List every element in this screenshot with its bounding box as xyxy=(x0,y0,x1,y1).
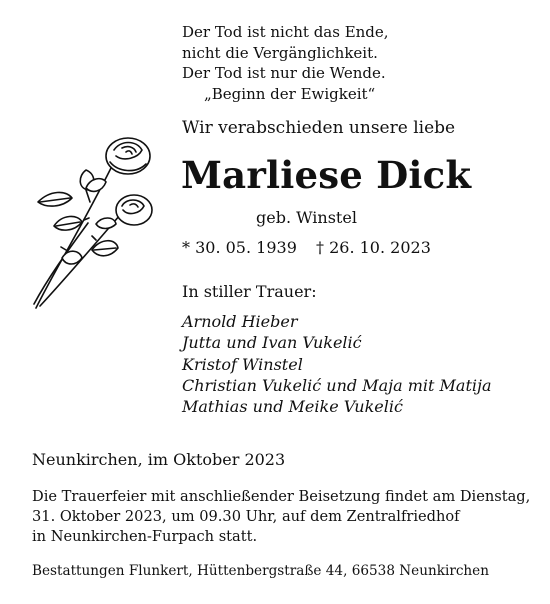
mourning-heading: In stiller Trauer: xyxy=(182,282,317,301)
poem-line: Der Tod ist nicht das Ende, xyxy=(182,23,389,41)
rose-illustration-icon xyxy=(26,128,166,314)
intro-text: Wir verabschieden unsere liebe xyxy=(182,118,456,138)
birth-date: * 30. 05. 1939 xyxy=(182,238,297,257)
mourners-list xyxy=(182,311,492,417)
ceremony-line: 31. Oktober 2023, um 09.30 Uhr, auf dem Zentralfriedhof xyxy=(32,508,460,525)
maiden-name: geb. Winstel xyxy=(256,208,357,227)
poem-line: „Beginn der Ewigkeit“ xyxy=(204,84,376,103)
mourner: Arnold Hieber xyxy=(182,312,298,331)
place-date: Neunkirchen, im Oktober 2023 xyxy=(32,450,286,469)
death-date: † 26. 10. 2023 xyxy=(316,238,431,257)
mourner: Mathias und Meike Vukelić xyxy=(182,397,403,417)
ceremony-line: in Neunkirchen-Furpach statt. xyxy=(32,528,258,545)
ceremony-line: Die Trauerfeier mit anschließender Beisetzung findet am Dienstag, xyxy=(32,488,531,505)
mourner: Christian Vukelić und Maja mit Matija xyxy=(182,375,492,395)
poem-line: Der Tod ist nur die Wende. xyxy=(182,64,386,82)
ceremony-info xyxy=(32,487,530,547)
mourner: Kristof Winstel xyxy=(182,354,303,374)
poem-line: nicht die Vergänglichkeit. xyxy=(182,43,378,62)
poem xyxy=(182,22,389,104)
undertaker-info: Bestattungen Flunkert, Hüttenbergstraße 44, 66538 Neunkirchen xyxy=(32,563,489,579)
mourner: Jutta und Ivan Vukelić xyxy=(182,333,362,353)
deceased-name: Marliese Dick xyxy=(181,153,472,197)
